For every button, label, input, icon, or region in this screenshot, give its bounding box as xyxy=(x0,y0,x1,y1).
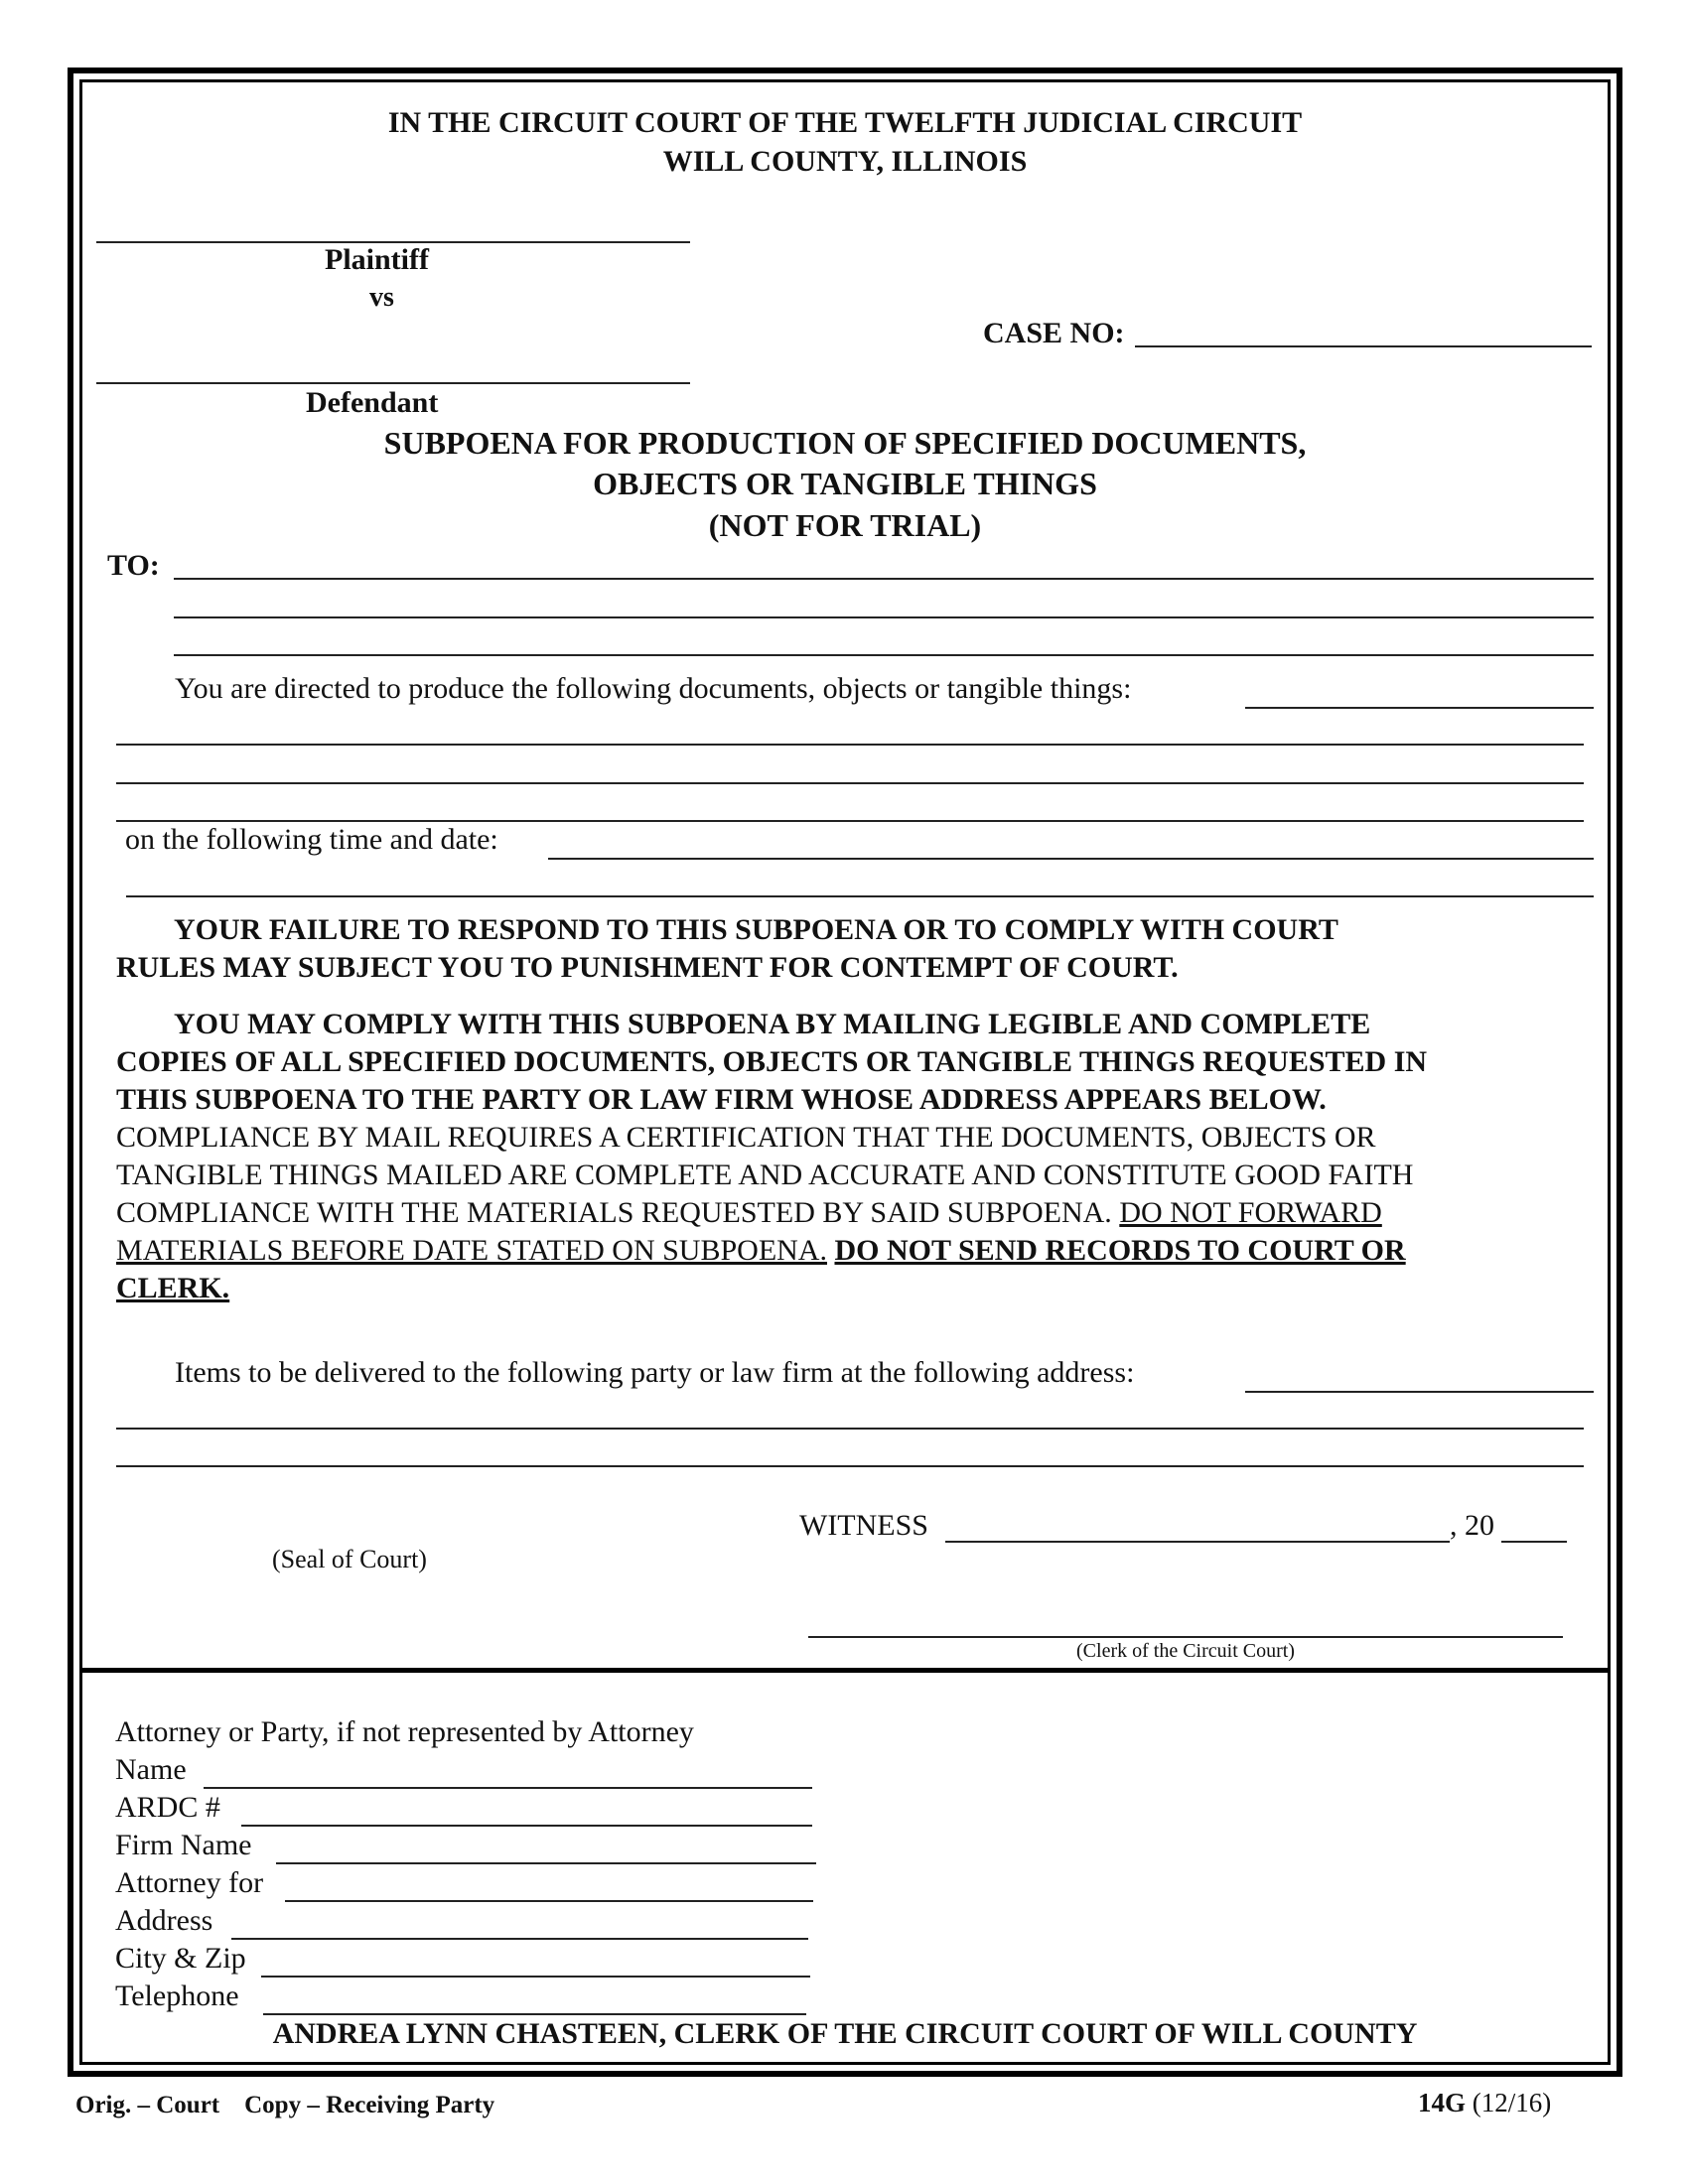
compliance-bold-line2: COPIES OF ALL SPECIFIED DOCUMENTS, OBJECTS OR TANGIBLE THINGS REQUESTED IN xyxy=(116,1045,1428,1078)
compliance-paragraph xyxy=(116,1006,1576,1307)
defendant-line[interactable] xyxy=(96,382,690,384)
form-number-code: 14G xyxy=(1418,2088,1467,2117)
section-divider xyxy=(79,1668,1611,1673)
field-address-line[interactable] xyxy=(231,1938,808,1940)
witness-year-line[interactable] xyxy=(1501,1541,1567,1543)
form-number-date: (12/16) xyxy=(1472,2088,1552,2117)
directive-text: You are directed to produce the following documents, objects or tangible things: xyxy=(175,672,1132,705)
field-attorney-for-line[interactable] xyxy=(285,1900,813,1902)
clerk-name: ANDREA LYNN CHASTEEN, CLERK OF THE CIRCUIT COURT OF WILL COUNTY xyxy=(272,2017,1418,2050)
do-not-send-b: CLERK. xyxy=(116,1272,230,1304)
to-line-1[interactable] xyxy=(174,578,1594,580)
delivery-line-0[interactable] xyxy=(1245,1391,1594,1393)
court-title-line2: WILL COUNTY, ILLINOIS xyxy=(662,145,1028,178)
time-date-label: on the following time and date: xyxy=(125,823,498,856)
do-not-send-a: DO NOT SEND RECORDS TO COURT OR xyxy=(834,1234,1406,1267)
delivery-line-2[interactable] xyxy=(116,1465,1584,1467)
clerk-caption: (Clerk of the Circuit Court) xyxy=(1076,1640,1295,1662)
do-not-forward-a: DO NOT FORWARD xyxy=(1119,1196,1382,1229)
case-no-line[interactable] xyxy=(1135,345,1592,347)
to-line-3[interactable] xyxy=(174,654,1594,656)
witness-label: WITNESS xyxy=(799,1509,928,1542)
defendant-label: Defendant xyxy=(306,386,439,419)
field-address-label: Address xyxy=(115,1904,213,1937)
subpoena-title-line1: SUBPOENA FOR PRODUCTION OF SPECIFIED DOCUMENTS, xyxy=(383,425,1307,461)
documents-line-2[interactable] xyxy=(116,782,1584,784)
documents-line-3[interactable] xyxy=(116,820,1584,822)
do-not-forward-b: MATERIALS BEFORE DATE STATED ON SUBPOENA. xyxy=(116,1234,827,1267)
field-name-line[interactable] xyxy=(204,1787,812,1789)
field-city-zip-line[interactable] xyxy=(261,1976,810,1978)
case-no-label: CASE NO: xyxy=(983,317,1125,349)
delivery-line-1[interactable] xyxy=(116,1428,1584,1430)
field-telephone-label: Telephone xyxy=(115,1979,239,2012)
time-date-line-2[interactable] xyxy=(126,895,1594,897)
subpoena-title-line3: (NOT FOR TRIAL) xyxy=(708,507,982,543)
seal-of-court-label: (Seal of Court) xyxy=(272,1545,427,1573)
subpoena-title-line2: OBJECTS OR TANGIBLE THINGS xyxy=(593,466,1097,501)
field-attorney-for-label: Attorney for xyxy=(115,1866,264,1899)
compliance-bold-line3: THIS SUBPOENA TO THE PARTY OR LAW FIRM WHOSE ADDRESS APPEARS BELOW. xyxy=(116,1083,1327,1116)
field-ardc-line[interactable] xyxy=(241,1825,812,1827)
contempt-warning-line2: RULES MAY SUBJECT YOU TO PUNISHMENT FOR CONTEMPT OF COURT. xyxy=(116,951,1179,984)
form-number xyxy=(1418,2088,1551,2118)
compliance-bold-line1: YOU MAY COMPLY WITH THIS SUBPOENA BY MAILING LEGIBLE AND COMPLETE xyxy=(174,1008,1371,1040)
attorney-heading: Attorney or Party, if not represented by Attorney xyxy=(115,1715,694,1748)
compliance-plain-line1: COMPLIANCE BY MAIL REQUIRES A CERTIFICATION THAT THE DOCUMENTS, OBJECTS OR xyxy=(116,1121,1376,1154)
vs-label: vs xyxy=(369,282,394,313)
field-name-label: Name xyxy=(115,1753,187,1786)
documents-line-0[interactable] xyxy=(1245,707,1594,709)
field-city-zip-label: City & Zip xyxy=(115,1942,246,1975)
contempt-warning-line1: YOUR FAILURE TO RESPOND TO THIS SUBPOENA OR TO COMPLY WITH COURT xyxy=(174,913,1338,946)
contempt-warning xyxy=(116,911,1576,987)
witness-year-prefix: , 20 xyxy=(1450,1509,1494,1542)
field-firm-line[interactable] xyxy=(276,1862,816,1864)
distribution-note: Orig. – Court Copy – Receiving Party xyxy=(75,2092,495,2118)
field-firm-label: Firm Name xyxy=(115,1829,252,1861)
time-date-line-1[interactable] xyxy=(548,858,1594,860)
documents-line-1[interactable] xyxy=(116,744,1584,746)
compliance-plain-line2: TANGIBLE THINGS MAILED ARE COMPLETE AND ACCURATE AND CONSTITUTE GOOD FAITH xyxy=(116,1159,1414,1191)
to-line-2[interactable] xyxy=(174,616,1594,618)
compliance-plain-line3 xyxy=(116,1194,1576,1232)
to-label: TO: xyxy=(107,549,160,582)
plaintiff-label: Plaintiff xyxy=(325,243,429,276)
compliance-plain-line3a: COMPLIANCE WITH THE MATERIALS REQUESTED BY SAID SUBPOENA. xyxy=(116,1196,1112,1229)
clerk-signature-line[interactable] xyxy=(808,1636,1563,1638)
delivery-text: Items to be delivered to the following party or law firm at the following address: xyxy=(175,1356,1135,1389)
field-telephone-line[interactable] xyxy=(263,2013,806,2015)
witness-line[interactable] xyxy=(945,1541,1450,1543)
field-ardc-label: ARDC # xyxy=(115,1791,220,1824)
court-title-line1: IN THE CIRCUIT COURT OF THE TWELFTH JUDICIAL CIRCUIT xyxy=(387,106,1303,139)
